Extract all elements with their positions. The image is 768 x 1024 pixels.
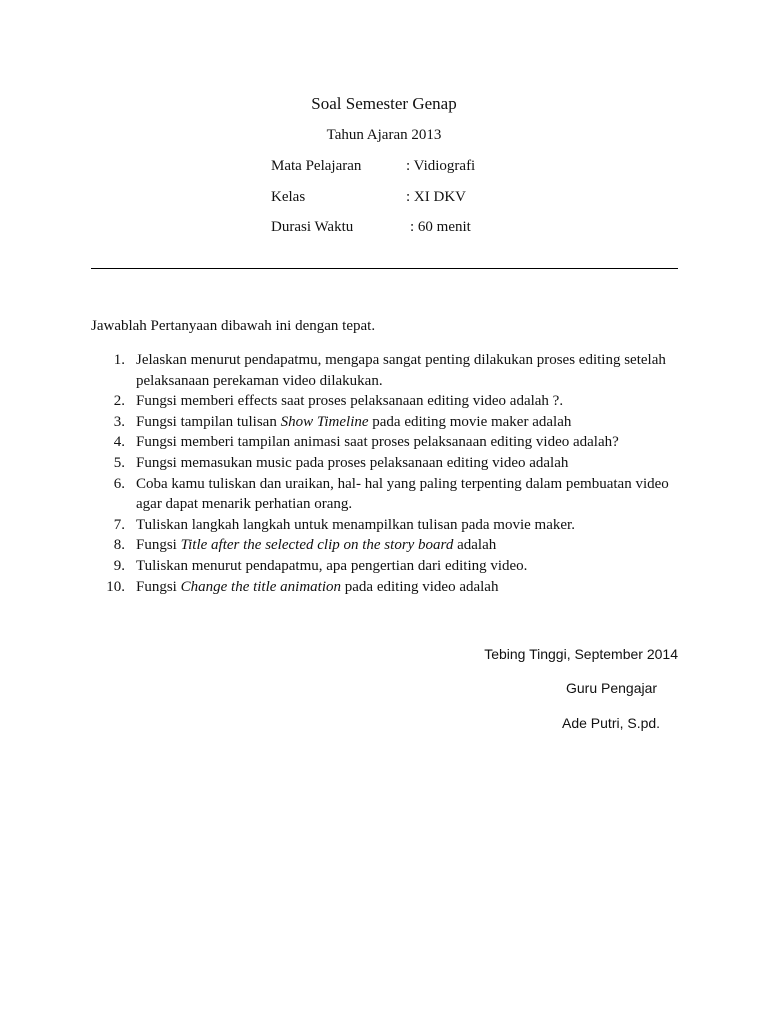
question-italic-term: Show Timeline bbox=[280, 413, 369, 430]
question-text-part: pada editing video adalah bbox=[341, 578, 499, 595]
question-text-part: Fungsi memberi tampilan animasi saat proses pelaksanaan editing video adalah? bbox=[136, 434, 619, 451]
question-text-part: adalah bbox=[453, 537, 497, 554]
question-text-part: Fungsi memasukan music pada proses pelaksanaan editing video adalah bbox=[136, 454, 569, 471]
question-number: 5. bbox=[113, 454, 125, 471]
question-item bbox=[91, 412, 678, 433]
meta-label-duration: Durasi Waktu bbox=[271, 219, 354, 235]
question-list bbox=[91, 350, 678, 597]
question-item bbox=[91, 556, 678, 577]
signature-role: Guru Pengajar bbox=[566, 680, 658, 696]
header-divider bbox=[91, 268, 678, 269]
question-number: 3. bbox=[113, 413, 125, 430]
question-italic-term: Title after the selected clip on the story board bbox=[180, 537, 454, 554]
question-text-part: Fungsi bbox=[136, 578, 181, 595]
question-text-part: Fungsi bbox=[136, 537, 181, 554]
question-item bbox=[91, 350, 678, 391]
question-item bbox=[91, 474, 678, 515]
question-text bbox=[136, 350, 678, 391]
meta-value-subject: : Vidiografi bbox=[406, 158, 476, 174]
question-number: 1. bbox=[113, 352, 125, 368]
question-text bbox=[136, 474, 678, 515]
question-number: 8. bbox=[113, 537, 125, 554]
question-item bbox=[91, 535, 678, 556]
question-item bbox=[91, 453, 678, 474]
question-text bbox=[136, 412, 678, 433]
academic-year: Tahun Ajaran 2013 bbox=[326, 127, 442, 143]
question-text-part: Coba kamu tuliskan dan uraikan, hal- hal yang paling terpenting dalam pembuatan video agar dapat menarik perhatian orang. bbox=[136, 475, 669, 513]
question-text-part: Tuliskan langkah langkah untuk menampilkan tulisan pada movie maker. bbox=[136, 516, 575, 533]
question-text bbox=[136, 577, 678, 598]
question-text-part: pada editing movie maker adalah bbox=[368, 413, 572, 430]
signature-place-date: Tebing Tinggi, September 2014 bbox=[484, 646, 678, 662]
question-text bbox=[136, 432, 678, 453]
question-number: 4. bbox=[113, 434, 125, 451]
question-text bbox=[136, 535, 678, 556]
instruction-text: Jawablah Pertanyaan dibawah ini dengan tepat. bbox=[91, 318, 376, 334]
question-italic-term: Change the title animation bbox=[180, 578, 342, 595]
meta-value-class: : XI DKV bbox=[406, 189, 466, 205]
page-title: Soal Semester Genap bbox=[311, 94, 457, 113]
question-number: 9. bbox=[113, 557, 125, 574]
question-number: 10. bbox=[106, 578, 125, 595]
question-text bbox=[136, 556, 678, 577]
meta-label-subject: Mata Pelajaran bbox=[271, 158, 362, 174]
question-item bbox=[91, 432, 678, 453]
question-item bbox=[91, 391, 678, 412]
question-text bbox=[136, 515, 678, 536]
meta-value-duration: : 60 menit bbox=[410, 219, 471, 235]
question-number: 7. bbox=[113, 516, 125, 533]
question-text-part: Fungsi tampilan tulisan bbox=[136, 413, 281, 430]
question-text-part: Jelaskan menurut pendapatmu, mengapa sangat penting dilakukan proses editing setelah pelaksanaan perekaman video dilakukan. bbox=[136, 352, 666, 389]
question-number: 6. bbox=[113, 475, 125, 492]
question-item bbox=[91, 515, 678, 536]
question-item bbox=[91, 577, 678, 598]
question-text bbox=[136, 391, 678, 412]
meta-label-class: Kelas bbox=[271, 189, 306, 205]
signature-name: Ade Putri, S.pd. bbox=[562, 715, 661, 731]
question-text-part: Tuliskan menurut pendapatmu, apa pengertian dari editing video. bbox=[136, 557, 528, 574]
question-number: 2. bbox=[113, 393, 125, 410]
question-text-part: Fungsi memberi effects saat proses pelaksanaan editing video adalah ?. bbox=[136, 393, 564, 410]
question-text bbox=[136, 453, 678, 474]
